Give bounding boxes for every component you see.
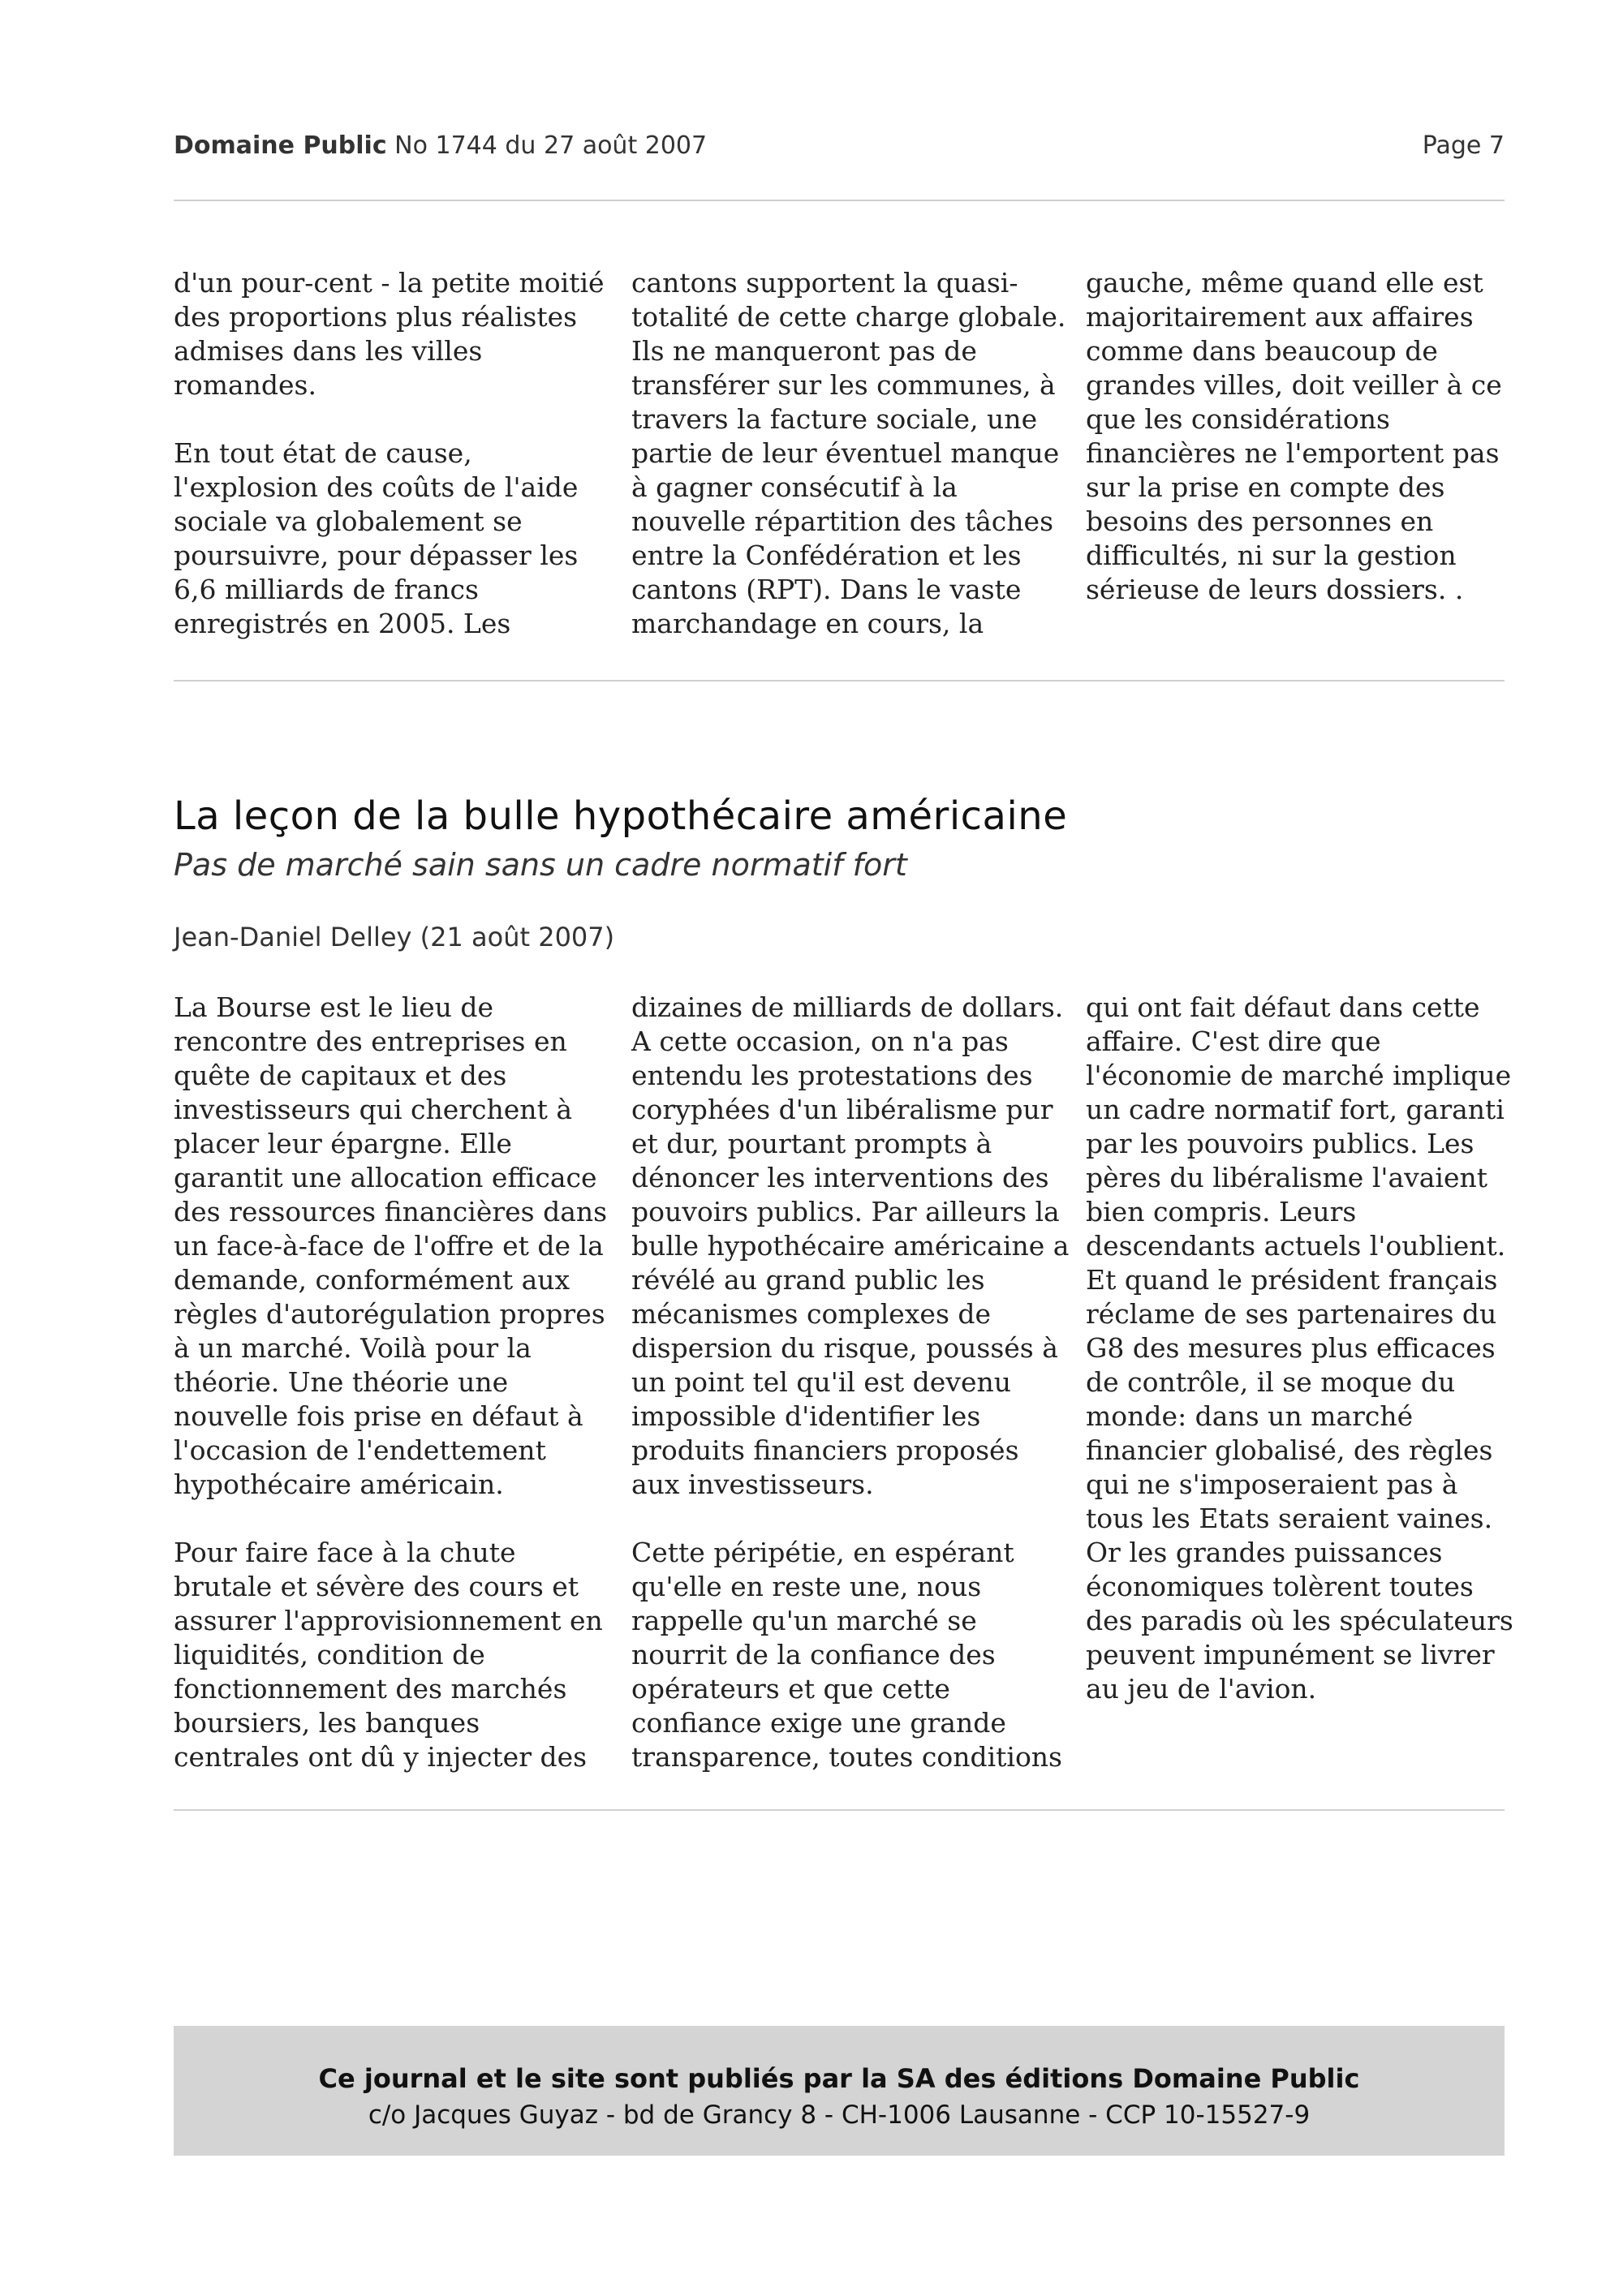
text-column-2: [631, 266, 1070, 641]
publication-name: Domaine Public: [174, 131, 387, 160]
issue-info: No 1744 du 27 août 2007: [394, 131, 708, 160]
paragraph: Cette péripétie, en espérant qu'elle en reste une, nous rappelle qu'un marché se nourrit de la confiance des opérateurs et que cette confiance exige une grande transparence, toutes conditions: [631, 1537, 1062, 1773]
article-byline: Jean-Daniel Delley (21 août 2007): [174, 922, 615, 952]
paragraph: La Bourse est le lieu de rencontre des entreprises en quête de capitaux et des investisseurs qui cherchent à placer leur épargne. Elle garantit une allocation efficace des ressources financières dans un face-à-face de l'offre et de la demande, conformément aux règles d'autorégulation propres à un marché. Voilà pour la théorie. Une théorie une nouvelle fois prise en défaut à l'occasion de l'endettement hypothécaire américain.: [174, 991, 608, 1500]
page-header: [174, 131, 1505, 164]
article-title: La leçon de la bulle hypothécaire américaine: [174, 793, 1068, 839]
header-divider: [174, 200, 1505, 201]
text-column-1: [174, 991, 612, 1774]
page-number: Page 7: [1422, 131, 1505, 160]
footer-address-line: c/o Jacques Guyaz - bd de Grancy 8 - CH-1006 Lausanne - CCP 10-15527-9: [368, 2100, 1311, 2130]
paragraph: En tout état de cause, l'explosion des coûts de l'aide sociale va globalement se poursuivre, pour dépasser les 6,6 milliards de francs enregistrés en 2005. Les: [174, 437, 579, 639]
paragraph: qui ont fait défaut dans cette affaire. C'est dire que l'économie de marché implique un cadre normatif fort, garanti par les pouvoirs publics. Les pères du libéralisme l'avaient bien compris. Leurs descendants actuels l'oublient. Et quand le président français réclame de ses partenaires du G8 des mesures plus efficaces de contrôle, il se moque du monde: dans un marché financier globalisé, des règles qui ne s'imposeraient pas à tous les Etats seraient vaines. Or les grandes puissances économiques tolèrent toutes des paradis où les spéculateurs peuvent impunément se livrer au jeu de l'avion.: [1086, 991, 1513, 1705]
footer-publisher-line: Ce journal et le site sont publiés par la SA des éditions Domaine Public: [318, 2063, 1360, 2094]
publisher-footer: [174, 2026, 1505, 2156]
article-end-divider: [174, 1809, 1505, 1811]
text-column-3: [1086, 991, 1524, 1706]
paragraph: d'un pour-cent - la petite moitié des proportions plus réalistes admises dans les villes romandes.: [174, 267, 605, 401]
paragraph: Pour faire face à la chute brutale et sévère des cours et assurer l'approvisionnement en liquidités, condition de fonctionnement des marchés boursiers, les banques centrales ont dû y injecter des: [174, 1537, 603, 1773]
article-subtitle: Pas de marché sain sans un cadre normatif fort: [174, 847, 907, 883]
text-column-3: [1086, 266, 1524, 607]
paragraph: dizaines de milliards de dollars. A cette occasion, on n'a pas entendu les protestations des coryphées d'un libéralisme pur et dur, pourtant prompts à dénoncer les interventions des pouvoirs publics. Par ailleurs la bulle hypothécaire américaine a révélé au grand public les mécanismes complexes de dispersion du risque, poussés à un point tel qu'il est devenu impossible d'identifier les produits financiers proposés aux investisseurs.: [631, 991, 1070, 1500]
article-divider: [174, 680, 1505, 681]
text-column-1: [174, 266, 612, 641]
text-column-2: [631, 991, 1070, 1774]
paragraph: cantons supportent la quasi-totalité de cette charge globale. Ils ne manqueront pas de transférer sur les communes, à travers la facture sociale, une partie de leur éventuel manque à gagner consécutif à la nouvelle répartition des tâches entre la Confédération et les cantons (RPT). Dans le vaste marchandage en cours, la: [631, 267, 1066, 639]
paragraph: gauche, même quand elle est majoritairement aux affaires comme dans beaucoup de grandes villes, doit veiller à ce que les considérations financières ne l'emportent pas sur la prise en compte des besoins des personnes en difficultés, ni sur la gestion sérieuse de leurs dossiers. .: [1086, 267, 1502, 605]
